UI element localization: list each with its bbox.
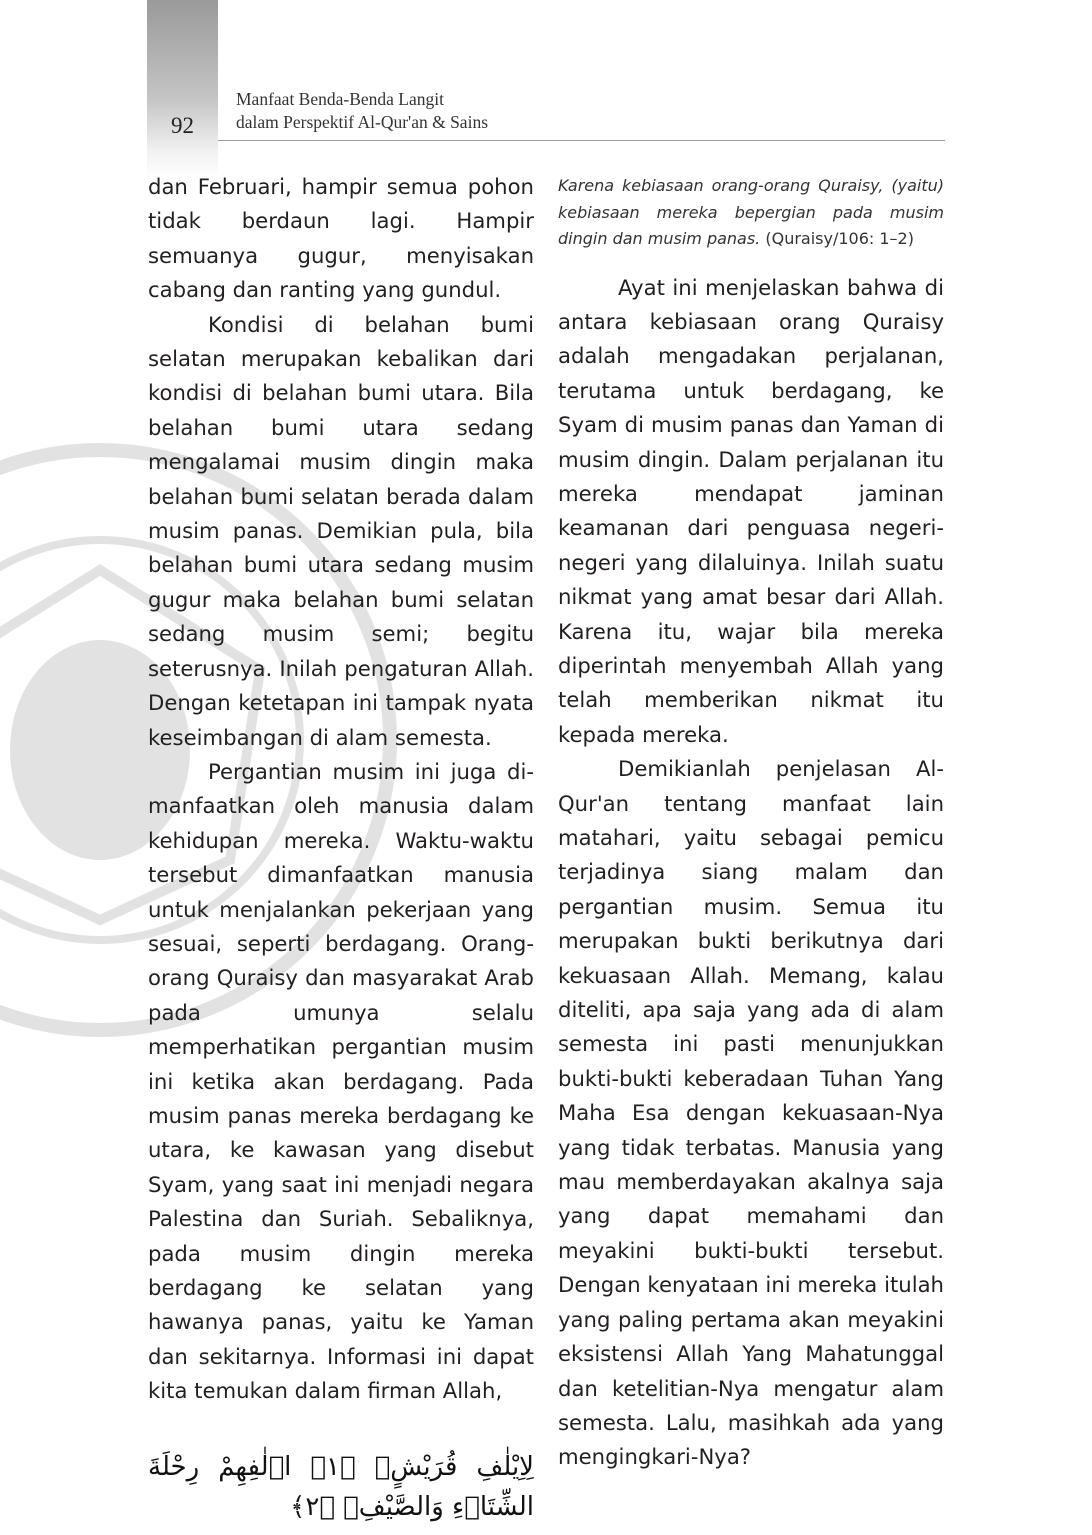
page-tab [147,0,218,178]
verse-translation [558,173,944,253]
paragraph: Demikianlah penjelasan Al-Qur'an tentang manfaat lain matahari, yaitu sebagai pemicu terjadinya siang malam dan pergantian musim. Semua itu merupakan bukti berikutnya dari kekuasaan Allah. Memang, kalau diteliti, apa saja yang ada di alam semesta ini pasti menunjukkan bukti-bukti keberadaan Tuhan Yang Maha Esa dengan kekuasaan-Nya yang tidak terbatas. Manusia yang mau memberdayakan akalnya saja yang dapat memahami dan meyakini bukti-bukti tersebut. Dengan kenyataan ini mereka itulah yang paling pertama akan meyakini eksistensi Allah Yang Mahatunggal dan ketelitian-Nya mengatur alam semesta. Lalu, masihkah ada yang mengingkari-Nya? [558,756,944,1470]
running-head [236,88,488,134]
paragraph: Kondisi di belahan bumi selatan merupakan kebalikan dari kondisi di belahan bumi utara. Bila belahan bumi utara sedang mengalamai musim dingin maka belahan bumi selatan berada dalam musim panas. Demikian pula, bila belahan bumi utara sedang musim gugur maka belahan bumi selatan sedang musim semi; begitu seterusnya. Inilah pengaturan Allah. Dengan ketetapan ini tampak nyata keseimbangan di alam semesta. [148,311,534,750]
arabic-verse: لِاِيْلٰفِ قُرَيْشٍۙ ﴿١﴾ اٖلٰفِهِمْ رِحْلَةَ الشِّتَاۤءِ وَالصَّيْفِۚ ﴿٢﴾ [148,1451,535,1522]
header-rule [218,140,945,141]
paragraph: Ayat ini menjelaskan bahwa di antara kebiasaan orang Quraisy adalah mengadakan perjalanan, terutama untuk berdagang, ke Syam di musim panas dan Yaman di musim dingin. Dalam perjalanan itu mereka mendapat jaminan keamanan dari penguasa negeri-negeri yang dilaluinya. Inilah suatu nikmat yang amat besar dari Allah. Karena itu, wajar bila mereka diperintah menyembah Allah yang telah memberikan nikmat itu kepada mereka. [558,274,944,747]
running-head-line-2: dalam Perspektif Al-Qur'an & Sains [236,112,488,132]
paragraph: dan Februari, hampir semua pohon tidak berdaun lagi. Hampir semuanya gugur, menyisakan cabang dan ranting yang gundul. [148,174,534,303]
paragraph: Pergantian musim ini juga dimanfaatkan oleh manusia dalam kehidupan mereka. Waktu-waktu tersebut dimanfaatkan manusia untuk menjalankan pekerjaan yang sesuai, seperti berdagang. Orang-orang Quraisy dan masyarakat Arab pada umunya selalu memperhatikan pergantian musim ini ketika akan berdagang. Pada musim panas mereka berdagang ke utara, ke kawasan yang disebut Syam, yang saat ini menjadi negara Palestina dan Suriah. Sebaliknya, pada musim dingin mereka berdagang ke selatan yang hawanya panas, yaitu ke Yaman dan sekitarnya. Informasi ini dapat kita temukan dalam firman Allah, [148,758,534,1404]
page-number: 92 [171,113,194,138]
right-column [558,170,944,1475]
running-head-line-1: Manfaat Benda-Benda Langit [236,89,444,109]
left-column [148,170,534,1527]
verse-reference: (Quraisy/106: 1–2) [765,229,914,248]
translation-text: Karena kebiasaan orang-orang Quraisy, (yaitu) kebiasaan mereka bepergian pada musim dingin dan musim panas. [558,176,944,248]
